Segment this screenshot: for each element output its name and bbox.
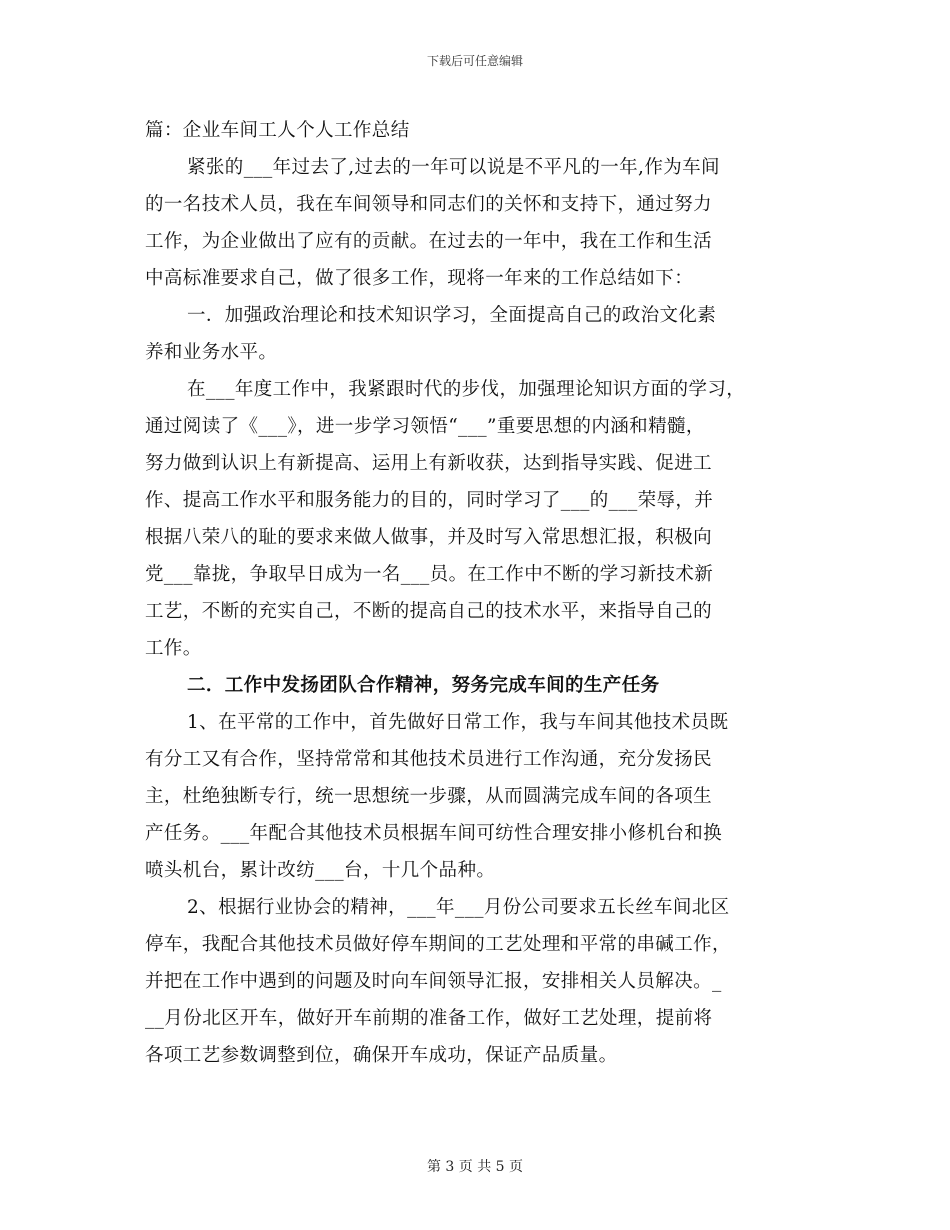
paragraph-line: 工作。 [145,638,202,659]
paragraph-line: 停车，我配合其他技术员做好停车期间的工艺处理和平常的串碱工作， [145,934,731,955]
paragraph-line: 在___年度工作中，我紧跟时代的步伐，加强理论知识方面的学习， [187,379,746,400]
paragraph-line: 作、提高工作水平和服务能力的目的，同时学习了___的___荣辱，并 [145,490,714,511]
paragraph-line: 2、根据行业协会的精神，___年___月份公司要求五长丝车间北区 [187,897,730,918]
paragraph-line: 喷头机台，累计改纺___台，十几个品种。 [145,860,496,881]
page-number-footer: 第 3 页 共 5 页 [426,1159,524,1175]
paragraph-line: 根据八荣八的耻的要求来做人做事，并及时写入常思想汇报，积极向 [145,527,713,548]
section-heading-line: 养和业务水平。 [145,342,278,363]
paragraph-line: __月份北区开车，做好开车前期的准备工作，做好工艺处理，提前将 [145,1008,713,1029]
paragraph-line: 工作，为企业做出了应有的贡献。在过去的一年中，我在工作和生活 [145,231,713,252]
document-title: 篇：企业车间工人个人工作总结 [145,120,410,141]
document-body [145,112,813,1074]
paragraph-line: 各项工艺参数调整到位，确保开车成功，保证产品质量。 [145,1045,618,1066]
section-heading-line: 一．加强政治理论和技术知识学习，全面提高自己的政治文化素 [187,305,717,326]
paragraph-line: 产任务。___年配合其他技术员根据车间可纺性合理安排小修机台和换 [145,823,723,844]
paragraph-line: 有分工又有合作，坚持常常和其他技术员进行工作沟通，充分发扬民 [145,749,713,770]
paragraph-line: 并把在工作中遇到的问题及时向车间领导汇报，安排相关人员解决。_ [145,971,722,992]
section-heading-bold: 二．工作中发扬团队合作精神，努务完成车间的生产任务 [187,675,660,696]
paragraph-line: 紧张的___年过去了,过去的一年可以说是不平凡的一年,作为车间 [187,157,720,178]
paragraph-line: 努力做到认识上有新提高、运用上有新收获，达到指导实践、促进工 [145,453,713,474]
paragraph-line: 党___靠拢，争取早日成为一名___员。在工作中不断的学习新技术新 [145,564,714,585]
paragraph-line: 工艺，不断的充实自己，不断的提高自己的技术水平，来指导自己的 [145,601,713,622]
paragraph-line: 中高标准要求自己，做了很多工作，现将一年来的工作总结如下： [145,268,694,289]
paragraph-line: 1、在平常的工作中，首先做好日常工作，我与车间其他技术员既 [187,712,729,733]
paragraph-line: 主，杜绝独断专行，统一思想统一步骤，从而圆满完成车间的各项生 [145,786,713,807]
paragraph-line: 通过阅读了《___》，进一步学习领悟“___”重要思想的内涵和精髓， [145,416,705,437]
paragraph-line: 的一名技术人员，我在车间领导和同志们的关怀和支持下，通过努力 [145,194,713,215]
page-header-note: 下载后可任意编辑 [426,54,523,68]
